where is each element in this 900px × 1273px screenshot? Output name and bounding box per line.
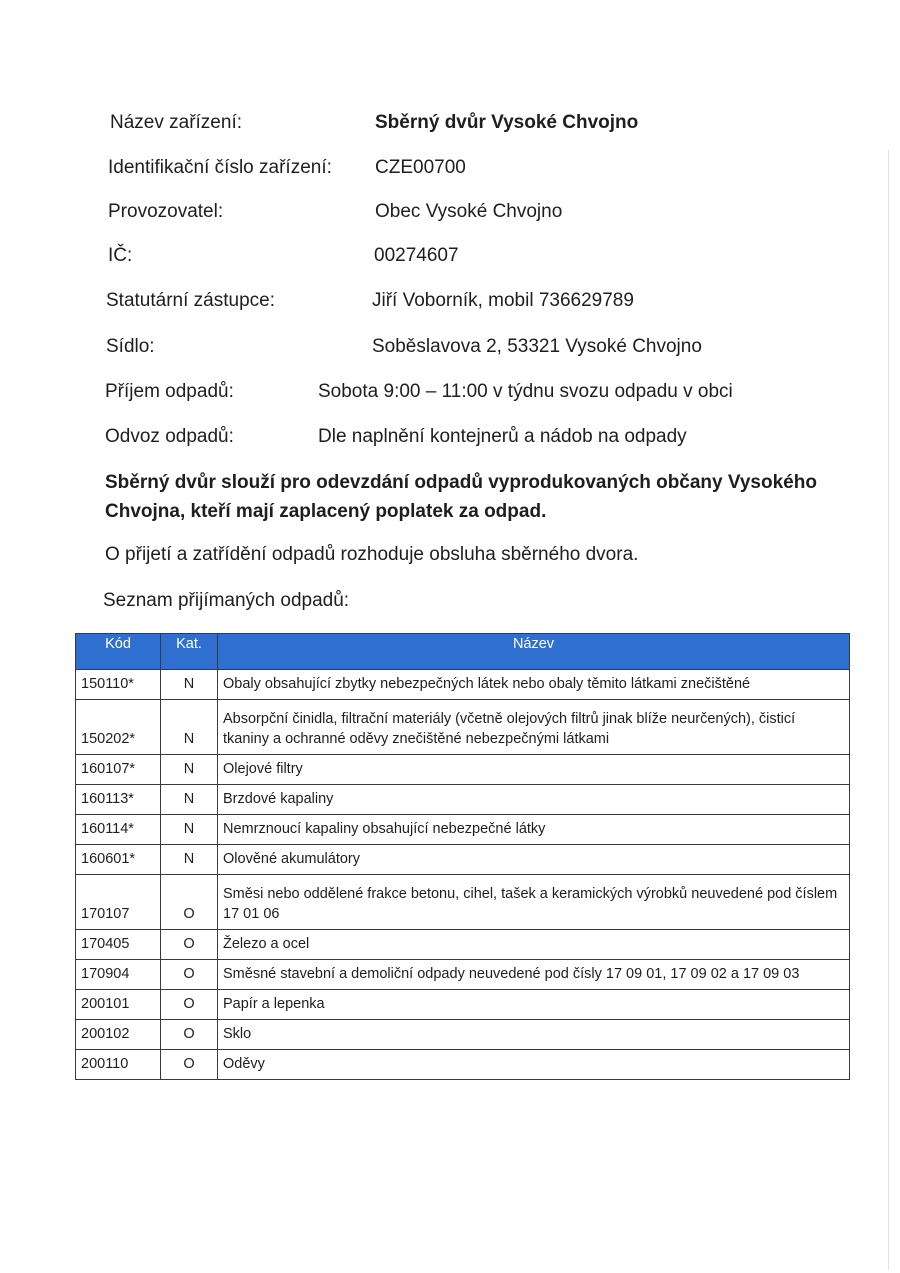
name-value: Sběrný dvůr Vysoké Chvojno — [375, 112, 639, 133]
table-row — [76, 960, 850, 990]
waste-name: Olejové filtry — [218, 755, 850, 785]
waste-code: 200101 — [76, 990, 161, 1020]
waste-category: O — [161, 960, 218, 990]
waste-category: O — [161, 930, 218, 960]
table-header-row — [76, 634, 850, 670]
waste-name: Směsi nebo oddělené frakce betonu, cihel, tašek a keramických výrobků neuvedené pod číslem 17 01 06 — [218, 875, 850, 930]
ic-value: 00274607 — [374, 245, 459, 266]
waste-name: Olověné akumulátory — [218, 845, 850, 875]
waste-code: 160601* — [76, 845, 161, 875]
table-row — [76, 670, 850, 700]
seat-value: Soběslavova 2, 53321 Vysoké Chvojno — [372, 336, 702, 357]
seat-label: Sídlo: — [106, 336, 155, 357]
operator-label: Provozovatel: — [108, 201, 224, 222]
removal-label: Odvoz odpadů: — [105, 426, 234, 447]
intake-label: Příjem odpadů: — [105, 381, 234, 402]
waste-name: Obaly obsahující zbytky nebezpečných látek nebo obaly těmito látkami znečištěné — [218, 670, 850, 700]
waste-category: N — [161, 785, 218, 815]
removal-value: Dle naplnění kontejnerů a nádob na odpady — [318, 426, 687, 447]
waste-table — [75, 633, 850, 1080]
waste-category: N — [161, 700, 218, 755]
waste-category: N — [161, 815, 218, 845]
id-value: CZE00700 — [375, 157, 466, 178]
id-label: Identifikační číslo zařízení: — [108, 157, 332, 178]
waste-name: Sklo — [218, 1020, 850, 1050]
waste-code: 150202* — [76, 700, 161, 755]
name-label: Název zařízení: — [110, 112, 242, 133]
waste-name: Železo a ocel — [218, 930, 850, 960]
waste-code: 200102 — [76, 1020, 161, 1050]
table-row — [76, 815, 850, 845]
waste-category: O — [161, 990, 218, 1020]
table-row — [76, 845, 850, 875]
table-row — [76, 1020, 850, 1050]
waste-code: 170107 — [76, 875, 161, 930]
waste-code: 160107* — [76, 755, 161, 785]
table-row — [76, 875, 850, 930]
intake-value: Sobota 9:00 – 11:00 v týdnu svozu odpadu v obci — [318, 381, 733, 402]
waste-category: O — [161, 1050, 218, 1080]
scan-edge-line — [888, 150, 889, 1270]
waste-code: 170405 — [76, 930, 161, 960]
waste-category: O — [161, 875, 218, 930]
waste-code: 200110 — [76, 1050, 161, 1080]
waste-category: O — [161, 1020, 218, 1050]
table-row — [76, 930, 850, 960]
waste-name: Absorpční činidla, filtrační materiály (včetně olejových filtrů jinak blíže neurčených), čisticí tkaniny a ochranné oděvy znečištěné nebezpečnými látkami — [218, 700, 850, 755]
table-row — [76, 755, 850, 785]
ic-label: IČ: — [108, 245, 133, 266]
waste-name: Brzdové kapaliny — [218, 785, 850, 815]
header-name: Název — [218, 634, 850, 670]
table-row — [76, 1050, 850, 1080]
waste-category: N — [161, 670, 218, 700]
waste-category: N — [161, 845, 218, 875]
waste-code: 160113* — [76, 785, 161, 815]
waste-code: 150110* — [76, 670, 161, 700]
operator-value: Obec Vysoké Chvojno — [375, 201, 563, 222]
table-row — [76, 990, 850, 1020]
staff-notice: O přijetí a zatřídění odpadů rozhoduje obsluha sběrného dvora. — [105, 544, 639, 565]
header-code: Kód — [76, 634, 161, 670]
table-row — [76, 785, 850, 815]
eligibility-notice: Sběrný dvůr slouží pro odevzdání odpadů vyprodukovaných občany Vysokého Chvojna, kteří mají zaplacený poplatek za odpad. — [105, 472, 817, 522]
waste-code: 170904 — [76, 960, 161, 990]
waste-code: 160114* — [76, 815, 161, 845]
representative-label: Statutární zástupce: — [106, 290, 275, 311]
list-heading: Seznam přijímaných odpadů: — [103, 590, 350, 611]
header-category: Kat. — [161, 634, 218, 670]
waste-name: Nemrznoucí kapaliny obsahující nebezpečné látky — [218, 815, 850, 845]
waste-name: Směsné stavební a demoliční odpady neuvedené pod čísly 17 09 01, 17 09 02 a 17 09 03 — [218, 960, 850, 990]
waste-name: Papír a lepenka — [218, 990, 850, 1020]
representative-value: Jiří Voborník, mobil 736629789 — [372, 290, 634, 311]
waste-category: N — [161, 755, 218, 785]
table-row — [76, 700, 850, 755]
waste-name: Oděvy — [218, 1050, 850, 1080]
